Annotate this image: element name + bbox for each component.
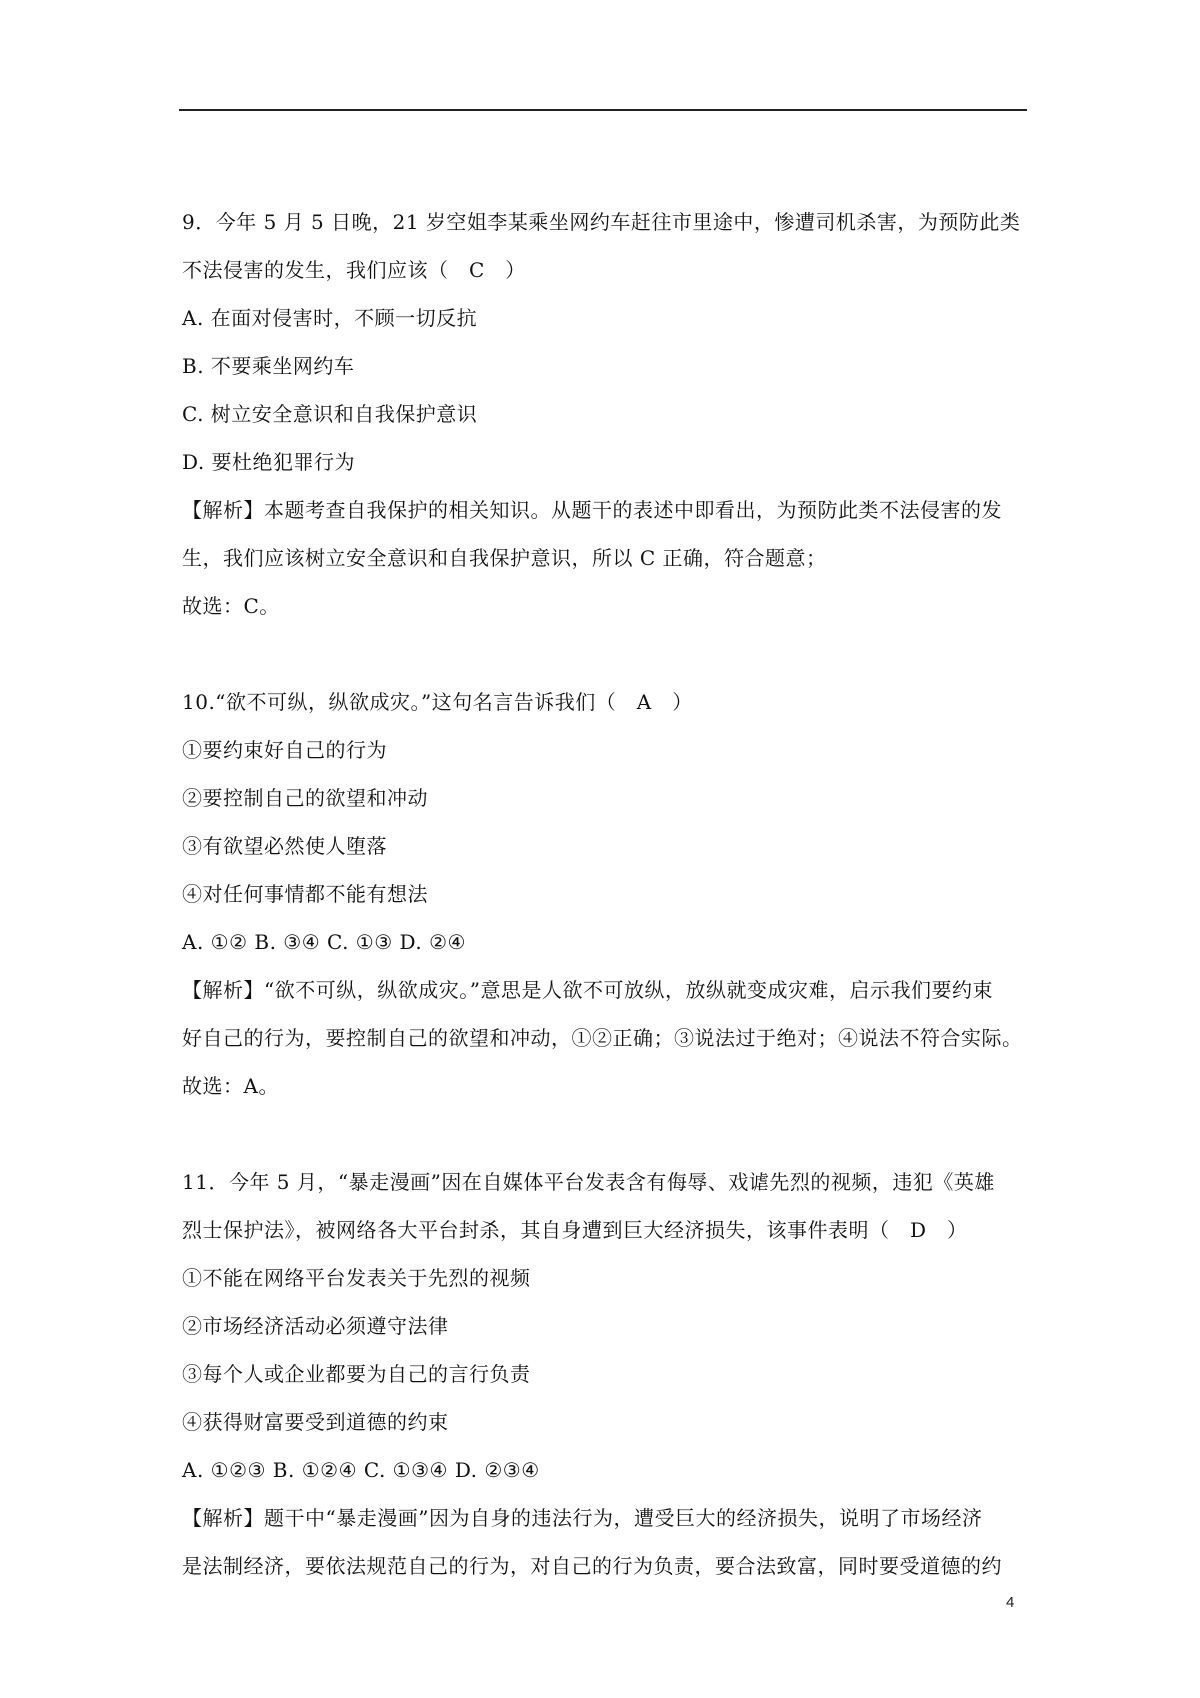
answer-conclusion: 故选：C。 xyxy=(182,594,280,618)
statement-item: ④对任何事情都不能有想法 xyxy=(182,882,428,906)
question-stem-line: 10.“欲不可纵，纵欲成灾。”这句名言告诉我们（ A ） xyxy=(182,690,693,714)
document-body xyxy=(182,198,1027,1590)
page-number: 4 xyxy=(1006,1594,1015,1611)
question-11 xyxy=(182,1158,1027,1590)
question-spacer xyxy=(182,1110,1027,1158)
analysis-line: 【解析】题干中“暴走漫画”因为自身的违法行为，遭受巨大的经济损失，说明了市场经济 xyxy=(182,1506,983,1530)
analysis-line: 【解析】“欲不可纵，纵欲成灾。”意思是人欲不可放纵，放纵就变成灾难，启示我们要约束 xyxy=(182,978,993,1002)
answer-option: C. 树立安全意识和自我保护意识 xyxy=(182,402,478,426)
answer-option: B. 不要乘坐网约车 xyxy=(182,354,355,378)
header-rule xyxy=(179,109,1027,111)
question-spacer xyxy=(182,630,1027,678)
question-9 xyxy=(182,198,1027,630)
answer-choices: A. ①②③ B. ①②④ C. ①③④ D. ②③④ xyxy=(182,1458,540,1482)
statement-item: ②市场经济活动必须遵守法律 xyxy=(182,1314,449,1338)
analysis-line: 好自己的行为，要控制自己的欲望和冲动，①②正确；③说法过于绝对；④说法不符合实际。 xyxy=(182,1026,1023,1050)
statement-item: ③有欲望必然使人堕落 xyxy=(182,834,387,858)
statement-item: ④获得财富要受到道德的约束 xyxy=(182,1410,449,1434)
answer-choices: A. ①② B. ③④ C. ①③ D. ②④ xyxy=(182,930,466,954)
question-stem-line: 烈士保护法》，被网络各大平台封杀，其自身遭到巨大经济损失，该事件表明（ D ） xyxy=(182,1218,968,1242)
question-stem-line: 11．今年 5 月，“暴走漫画”因在自媒体平台发表含有侮辱、戏谑先烈的视频，违犯《英雄 xyxy=(182,1170,995,1194)
statement-item: ①要约束好自己的行为 xyxy=(182,738,387,762)
answer-conclusion: 故选：A。 xyxy=(182,1074,279,1098)
analysis-line: 生，我们应该树立安全意识和自我保护意识，所以 C 正确，符合题意； xyxy=(182,546,827,570)
answer-option: A. 在面对侵害时，不顾一切反抗 xyxy=(182,306,478,330)
statement-item: ③每个人或企业都要为自己的言行负责 xyxy=(182,1362,531,1386)
analysis-line: 是法制经济，要依法规范自己的行为，对自己的行为负责，要合法致富，同时要受道德的约 xyxy=(182,1554,1002,1578)
analysis-line: 【解析】本题考查自我保护的相关知识。从题干的表述中即看出，为预防此类不法侵害的发 xyxy=(182,498,1002,522)
question-stem-line: 9．今年 5 月 5 日晚，21 岁空姐李某乘坐网约车赶往市里途中，惨遭司机杀害，为预防此类 xyxy=(182,210,1021,234)
answer-option: D. 要杜绝犯罪行为 xyxy=(182,450,356,474)
statement-item: ①不能在网络平台发表关于先烈的视频 xyxy=(182,1266,531,1290)
statement-item: ②要控制自己的欲望和冲动 xyxy=(182,786,428,810)
question-stem-line: 不法侵害的发生，我们应该（ C ） xyxy=(182,258,526,282)
question-10 xyxy=(182,678,1027,1110)
